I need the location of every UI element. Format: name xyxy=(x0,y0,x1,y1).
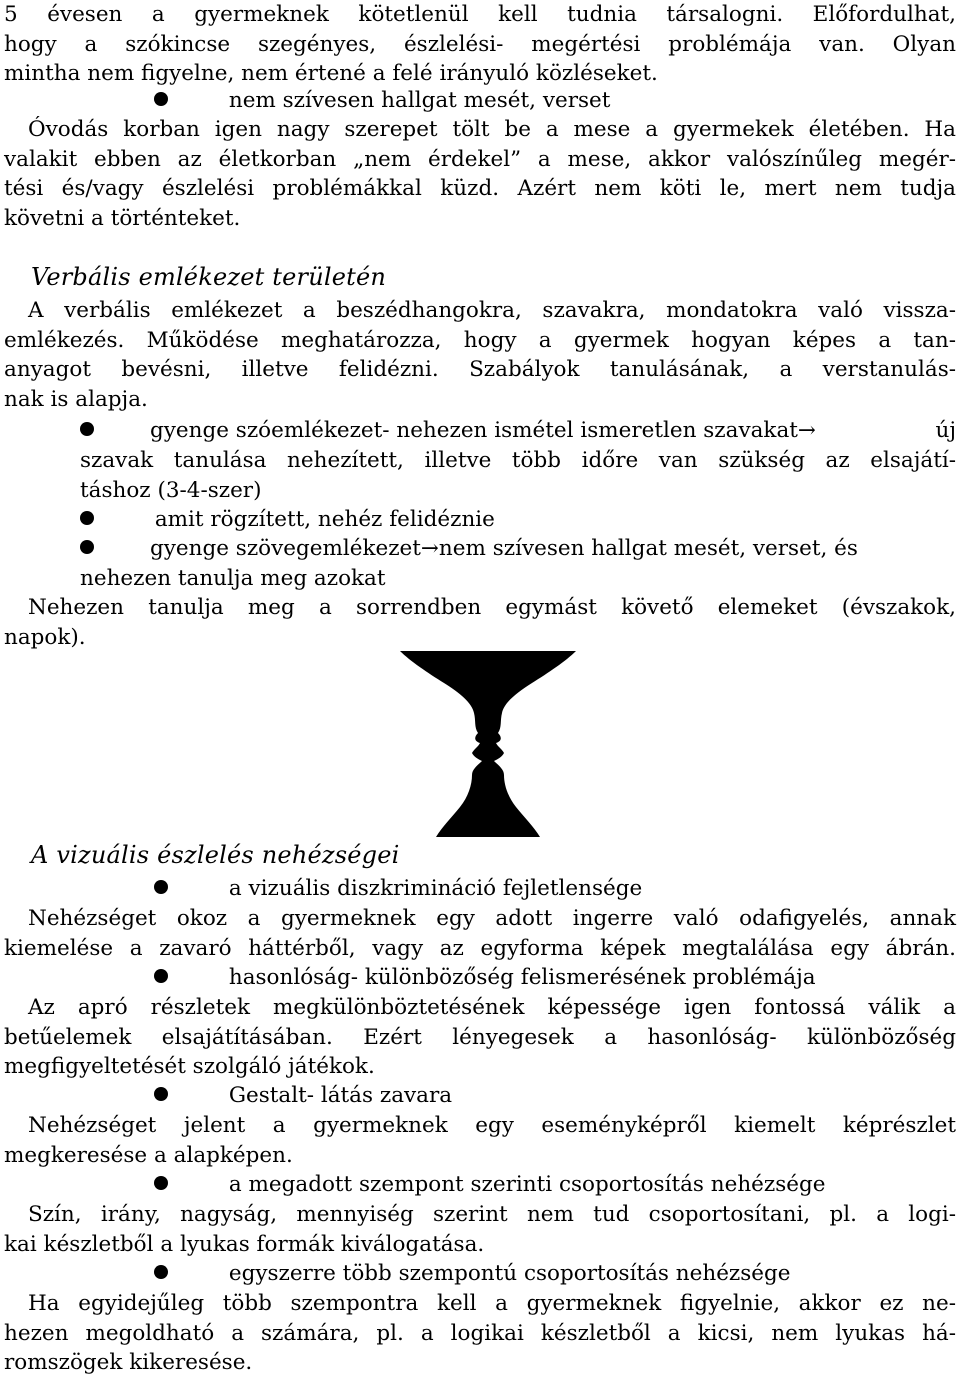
text-line: anyagot bevésni, illetve felidézni. Szabályok tanulásának, a verstanulás- xyxy=(4,357,956,383)
text-line: tési és/vagy észlelési problémákkal küzd. Azért nem köti le, mert nem tudja xyxy=(4,176,956,202)
bullet-text: gyenge szövegemlékezet xyxy=(150,536,421,561)
arrow-right-icon: → xyxy=(797,418,816,443)
bullet-item xyxy=(154,1259,791,1289)
text-line: romszögek kikeresése. xyxy=(4,1350,253,1376)
bullet-dot-icon xyxy=(154,1176,168,1190)
text-line: Ha egyidejűleg több szempontra kell a gyermeknek figyelnie, akkor ez ne- xyxy=(28,1291,956,1316)
text-line: mintha nem figyelne, nem értené a felé irányuló közléseket. xyxy=(4,61,658,87)
paragraph-grouping xyxy=(4,1200,956,1259)
bullet-continuation xyxy=(80,446,956,505)
bullet-text: gyenge szóemlékezet- nehezen ismétel ismeretlen szavakat xyxy=(150,418,798,443)
text-line: hogy a szókincse szegényes, észlelési- megértési problémája van. Olyan xyxy=(4,31,956,57)
text-line: megkeresése a alapképen. xyxy=(4,1142,293,1168)
text-line: Szín, irány, nagyság, mennyiség szerint nem tud csoportosítani, pl. a logi- xyxy=(28,1202,956,1227)
bullet-dot-icon xyxy=(154,969,168,983)
text-line: követni a történteket. xyxy=(4,206,241,232)
bullet-item xyxy=(154,963,816,993)
bullet-dot-icon xyxy=(154,92,168,106)
bullet-dot-icon xyxy=(80,422,94,436)
bullet-text: a megadott szempont szerinti csoportosítás nehézsége xyxy=(228,1172,826,1197)
text-line: szavak tanulása nehezített, illetve több időre van szükség az elsajátí- xyxy=(80,448,956,473)
bullet-dot-icon xyxy=(154,1265,168,1279)
text-line: megfigyeltetését szolgáló játékok. xyxy=(4,1054,375,1080)
paragraph-intro xyxy=(4,0,956,89)
bullet-dot-icon xyxy=(80,511,94,525)
text-line: Nehézséget jelent a gyermeknek egy eseményképről kiemelt képrészlet xyxy=(28,1113,956,1138)
bullet-item xyxy=(80,534,956,564)
bullet-continuation xyxy=(80,564,386,594)
text-line: táshoz (3-4-szer) xyxy=(80,477,262,503)
text-line: hezen megoldható a számára, pl. a logikai készletből a kicsi, nem lyukas há- xyxy=(4,1320,956,1346)
paragraph-sequence xyxy=(4,593,956,652)
text-line: Nehezen tanulja meg a sorrendben egymást követő elemeket (évszakok, xyxy=(28,595,956,620)
bullet-dot-icon xyxy=(80,540,94,554)
bullet-item xyxy=(154,1081,452,1111)
bullet-text: a vizuális diszkrimináció fejletlensége xyxy=(228,876,643,901)
text-line: betűelemek elsajátításában. Ezért lényegesek a hasonlóság- különbözőség xyxy=(4,1024,956,1050)
paragraph-gestalt xyxy=(4,1111,956,1170)
bullet-text: amit rögzített, nehéz felidéznie xyxy=(154,507,495,532)
arrow-right-icon: → xyxy=(420,536,439,561)
section-heading-visual: A vizuális észlelés nehézségei xyxy=(31,841,400,869)
bullet-text: nem szívesen hallgat mesét, verset, és xyxy=(438,536,858,561)
text-line: Óvodás korban igen nagy szerepet tölt be a mese a gyermekek életében. Ha xyxy=(28,117,956,142)
bullet-item xyxy=(154,874,642,904)
paragraph-mese xyxy=(4,115,956,234)
text-line: valakit ebben az életkorban „nem érdekel” a mese, akkor valószínűleg megér- xyxy=(4,146,956,172)
bullet-text: nem szívesen hallgat mesét, verset xyxy=(228,88,611,113)
text-line: nak is alapja. xyxy=(4,387,148,413)
paragraph-similarity xyxy=(4,993,956,1082)
bullet-dot-icon xyxy=(154,1087,168,1101)
text-line: kai készletből a lyukas formák kiválogatása. xyxy=(4,1231,485,1257)
text-line: 5 évesen a gyermeknek kötetlenül kell tudnia társalogni. Előfordulhat, xyxy=(4,2,956,27)
paragraph-discrimination xyxy=(4,904,956,963)
paragraph-verbal xyxy=(4,296,956,415)
text-line: kiemelése a zavaró háttérből, vagy az egyforma képek megtalálása egy ábrán. xyxy=(4,935,956,961)
paragraph-multi-criteria xyxy=(4,1289,956,1378)
text-line: emlékezés. Működése meghatározza, hogy a gyermek hogyan képes a tan- xyxy=(4,327,956,353)
bullet-text: Gestalt- látás zavara xyxy=(228,1083,453,1108)
text-line: nehezen tanulja meg azokat xyxy=(80,566,386,591)
bullet-item xyxy=(80,416,956,446)
bullet-text: hasonlóság- különbözőség felismerésének problémája xyxy=(228,965,816,990)
section-heading-verbal: Verbális emlékezet területén xyxy=(31,263,387,291)
text-line: A verbális emlékezet a beszédhangokra, szavakra, mondatokra való vissza- xyxy=(28,298,956,323)
bullet-item xyxy=(80,505,495,535)
bullet-item xyxy=(154,1170,825,1200)
text-line: Nehézséget okoz a gyermeknek egy adott ingerre való odafigyelés, annak xyxy=(28,906,956,931)
rubin-vase-illustration xyxy=(398,651,578,837)
bullet-text: új xyxy=(935,418,956,443)
text-line: napok). xyxy=(4,624,86,650)
bullet-item xyxy=(154,86,610,116)
text-line: Az apró részletek megkülönböztetésének képessége igen fontossá válik a xyxy=(28,995,956,1020)
bullet-text: egyszerre több szempontú csoportosítás nehézsége xyxy=(228,1261,791,1286)
bullet-dot-icon xyxy=(154,880,168,894)
